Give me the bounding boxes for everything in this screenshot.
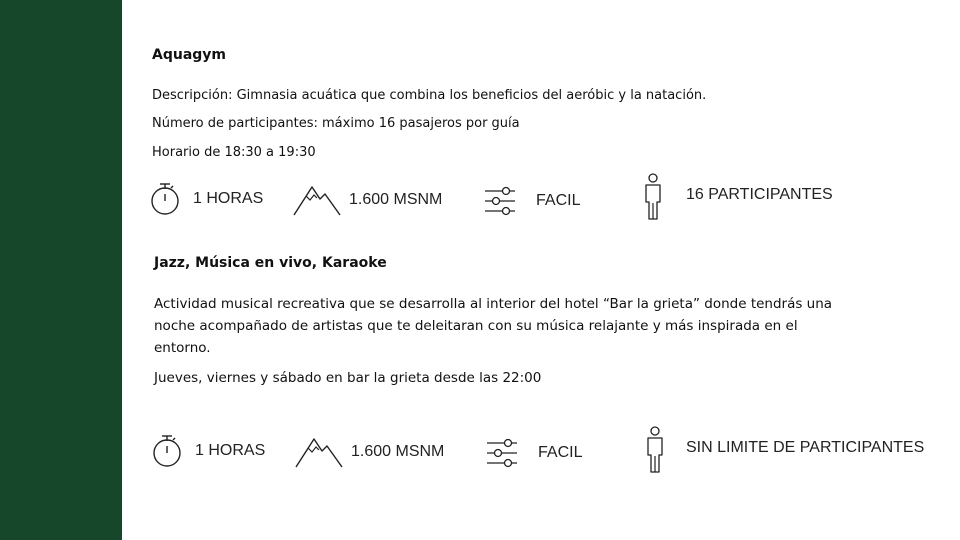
- duration-label: 1 HORAS: [193, 190, 264, 207]
- altitude-label: 1.600 MSNM: [351, 443, 445, 460]
- difficulty-label: FACIL: [536, 192, 581, 209]
- duration-label: 1 HORAS: [195, 442, 266, 459]
- person-icon: [644, 426, 666, 474]
- difficulty-label: FACIL: [538, 444, 583, 461]
- activity-title: Jazz, Música en vivo, Karaoke: [154, 255, 387, 271]
- stat-participants: [642, 173, 833, 221]
- activity-schedule: Jueves, viernes y sábado en bar la grieta desde las 22:00: [154, 370, 542, 386]
- stat-altitude: [295, 436, 444, 468]
- stat-difficulty: [484, 186, 580, 216]
- stopwatch-icon: [150, 182, 180, 216]
- mountain-icon: [295, 436, 343, 468]
- person-icon: [642, 173, 664, 221]
- stat-duration: [150, 182, 263, 216]
- altitude-label: 1.600 MSNM: [349, 191, 443, 208]
- stat-duration: [152, 434, 265, 468]
- sliders-icon: [486, 438, 518, 468]
- activity-title: Aquagym: [152, 47, 227, 63]
- activity-description: Actividad musical recreativa que se desarrolla al interior del hotel “Bar la grieta” donde tendrás una noche acompañado de artistas que te deleitaran con su música relajante y más inspirada en el entorno.: [154, 296, 833, 356]
- activity-description: Descripción: Gimnasia acuática que combina los beneficios del aeróbic y la natación.: [152, 88, 707, 103]
- participants-label: SIN LIMITE DE PARTICIPANTES: [686, 439, 925, 456]
- sidebar-band: [0, 0, 122, 540]
- activity-participants-info: Número de participantes: máximo 16 pasajeros por guía: [152, 116, 520, 131]
- stat-altitude: [293, 184, 442, 216]
- stat-difficulty: [486, 438, 582, 468]
- sliders-icon: [484, 186, 516, 216]
- mountain-icon: [293, 184, 341, 216]
- participants-label: 16 PARTICIPANTES: [686, 186, 833, 203]
- activity-schedule: Horario de 18:30 a 19:30: [152, 145, 316, 160]
- stat-participants: [644, 426, 924, 474]
- stopwatch-icon: [152, 434, 182, 468]
